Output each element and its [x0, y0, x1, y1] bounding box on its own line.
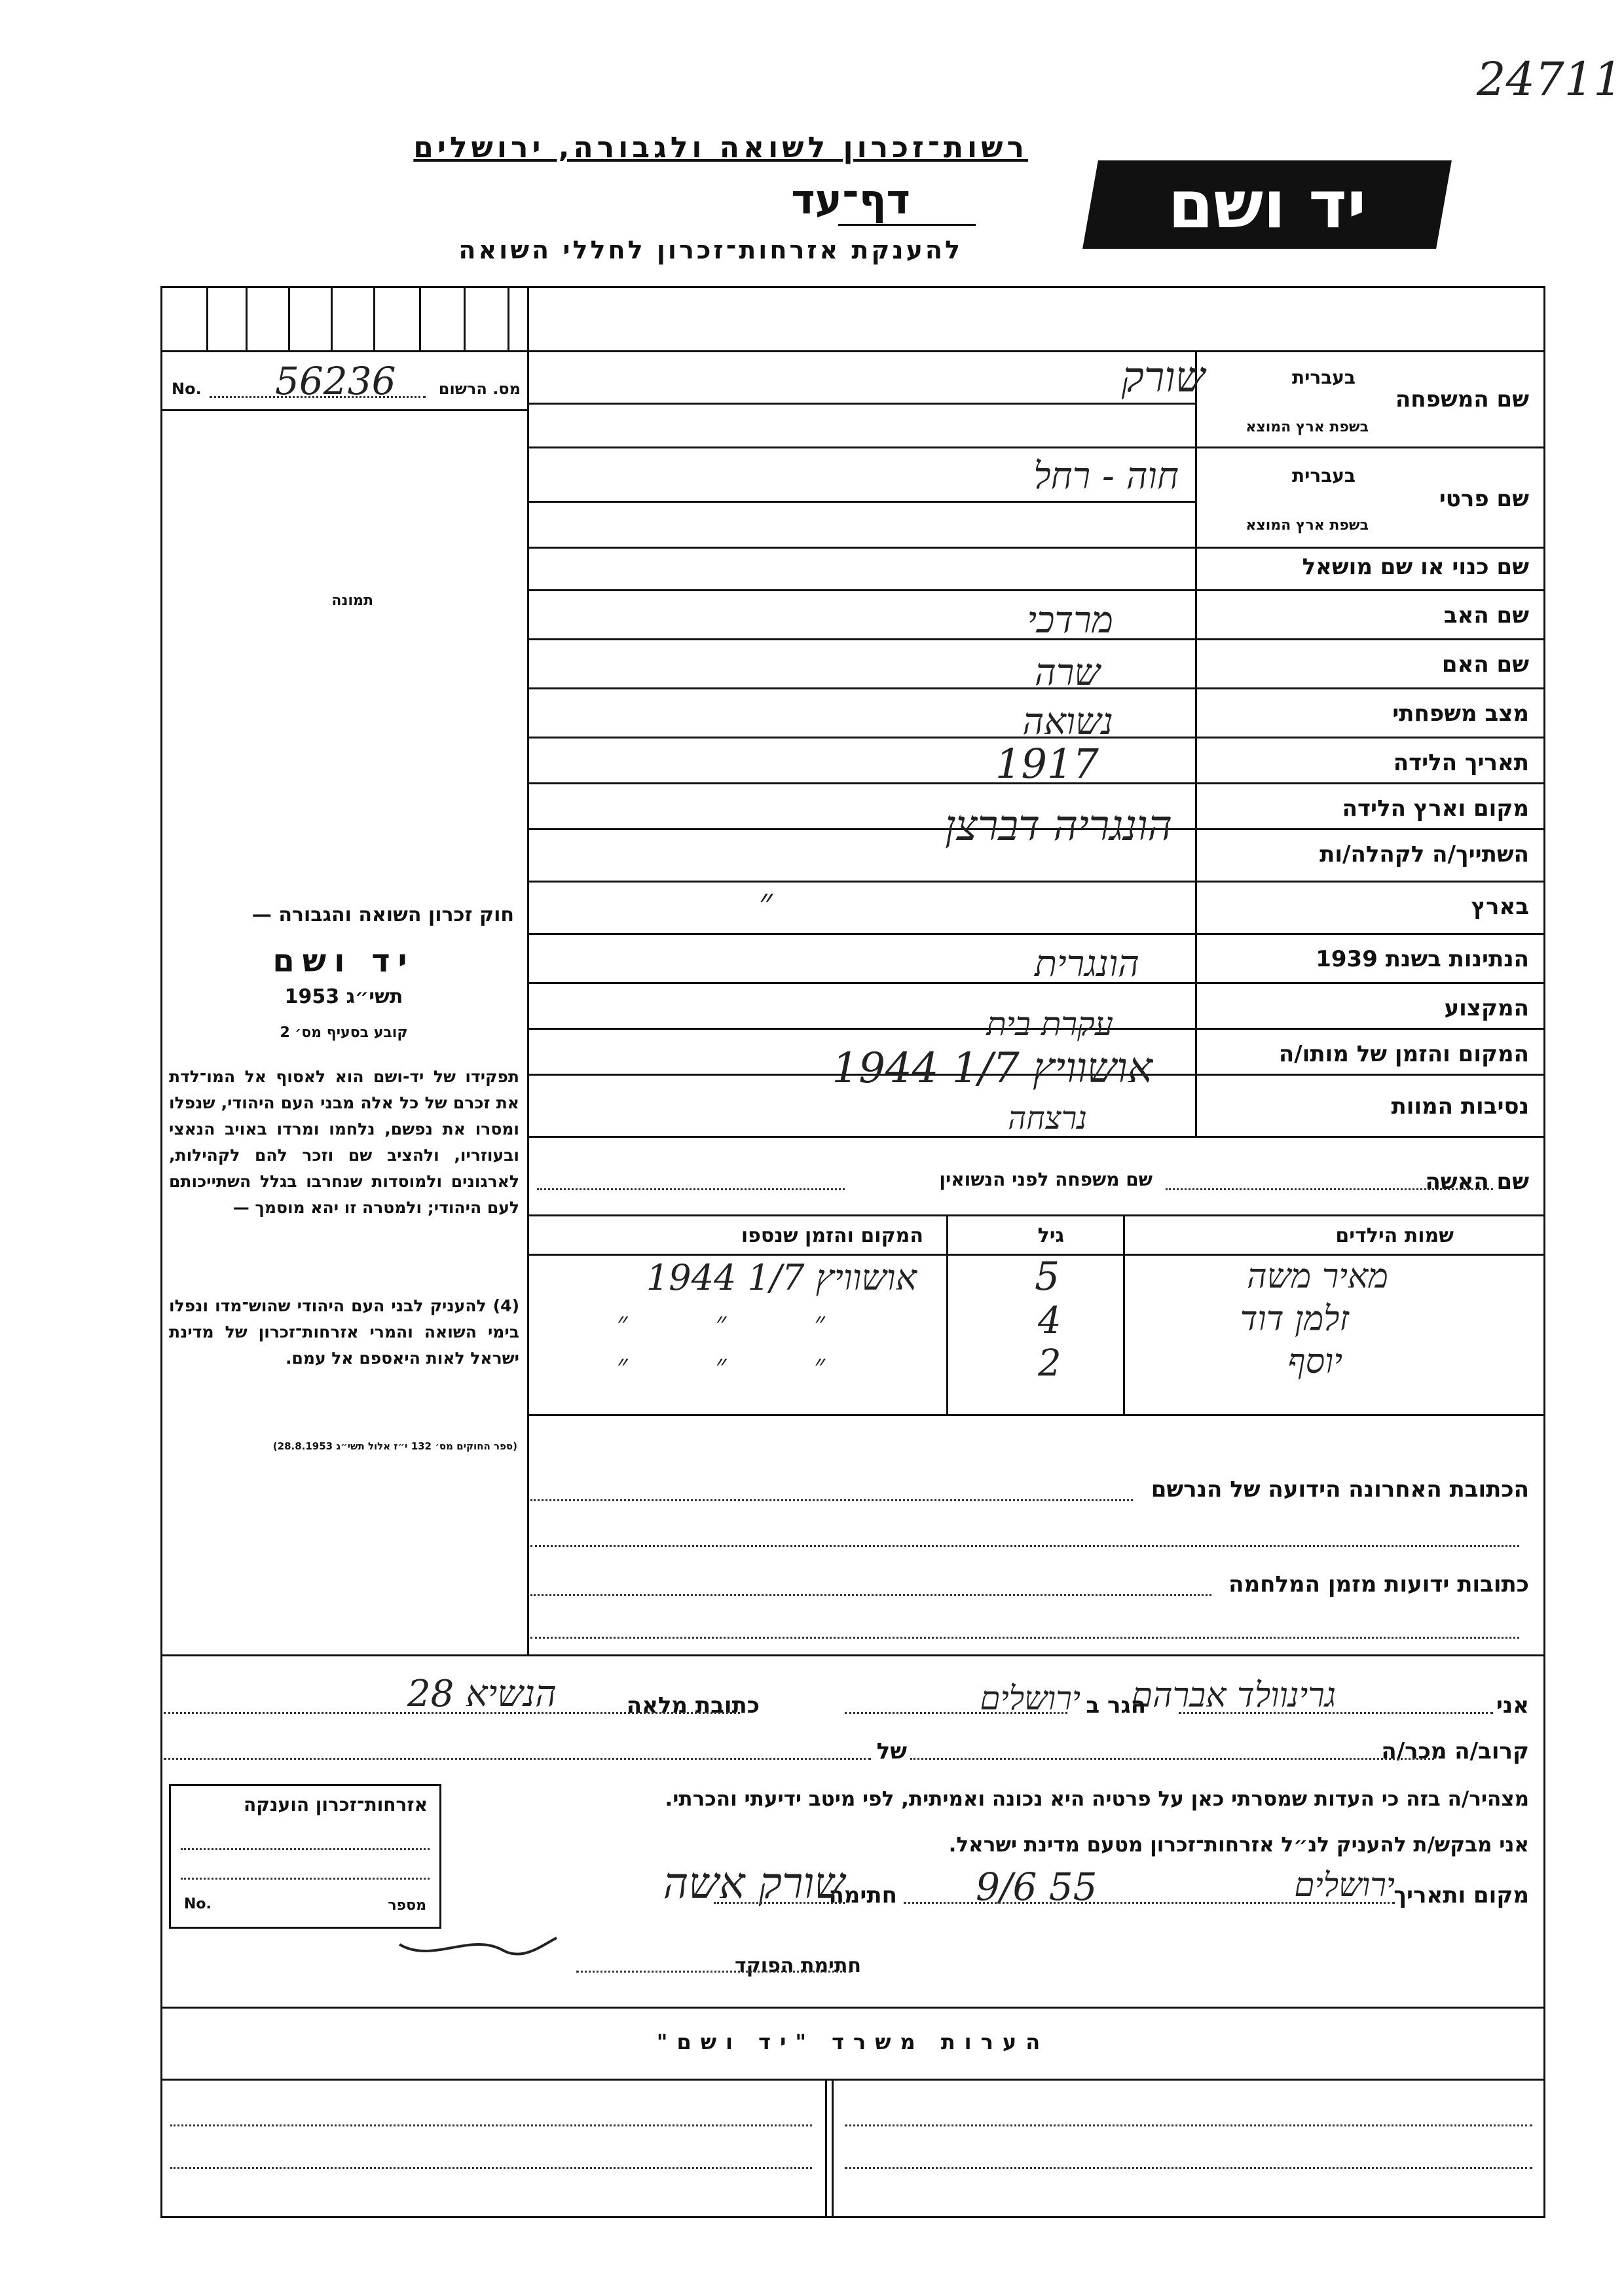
child-place-time: ״ ״ ״ [616, 1306, 864, 1339]
law-title: חוק זכרון השואה והגבורה — [251, 903, 514, 926]
citizenship-box-no-prefix: No. [184, 1896, 212, 1912]
value-family-name: שורק [1121, 354, 1205, 402]
label-mother-name: שם האם [1441, 651, 1529, 678]
value-father-name: מרדכי [1027, 599, 1113, 642]
registration-number: 56236 [275, 359, 396, 403]
label-in-hebrew-first: בעברית [1291, 465, 1356, 486]
child-name: מאיר משה [1247, 1257, 1388, 1296]
law-name: יד ושם [272, 943, 415, 979]
form-title: דף־עד [791, 175, 910, 223]
declaration-place: ירושלים [1294, 1866, 1395, 1904]
label-birth-date: תאריך הלידה [1393, 750, 1529, 776]
law-clause: קובע בסעיף מס׳ 2 [280, 1025, 408, 1041]
law-source: (ספר החוקים מס׳ 132 י״ז אלול תשי״ג 28.8.1953) [272, 1440, 517, 1452]
label-death-circumstances: נסיבות המוות [1391, 1093, 1529, 1120]
officer-signature-label: חתימת הפוקד [735, 1954, 861, 1977]
value-birth-place: הונגריה דברצן [944, 802, 1172, 850]
label-place-time-perished: המקום והזמן שנספו [741, 1224, 923, 1247]
declaration-text: מצהיר/ה בזה כי העדות שמסרתי כאן על פרטיה היא נכונה ואמיתית, לפי מיטב ידיעתי והכרתי. [665, 1787, 1529, 1811]
label-maiden-name: שם משפחה לפני הנשואין [939, 1169, 1153, 1190]
label-family-name: שם המשפחה [1395, 386, 1529, 412]
child-age: 2 [1038, 1342, 1061, 1385]
child-name: זלמן דוד [1240, 1300, 1349, 1339]
label-in-hebrew-family: בעברית [1291, 367, 1356, 388]
label-death-place-time: המקום והזמן של מותו/ה [1278, 1041, 1529, 1067]
form-subtitle: להענקת אזרחות־זכרון לחללי השואה [458, 236, 963, 264]
declaration-i: אני [1496, 1692, 1529, 1719]
value-community-ditto: ״ [758, 881, 773, 923]
photo-label: תמונה [331, 592, 373, 609]
declaration-of: של [876, 1738, 907, 1764]
label-children-names: שמות הילדים [1335, 1224, 1454, 1247]
label-citizenship-1939: הנתינות בשנת 1939 [1316, 946, 1529, 972]
label-community: השתייך/ה לקהלה/ות [1320, 841, 1529, 867]
label-age: גיל [1037, 1224, 1064, 1247]
label-birth-place: מקום וארץ הלידה [1342, 795, 1529, 822]
corner-number: 24711 [1477, 52, 1623, 106]
declarant-name: גרינוולד אברהם [1131, 1676, 1336, 1715]
label-marital-status: מצב משפחתי [1392, 701, 1529, 727]
value-mother-name: שרה [1035, 651, 1100, 694]
label-origin-lang-family: בשפת ארץ המוצא [1246, 419, 1369, 435]
declarant-address: הנשיא 28 [407, 1673, 557, 1715]
label-first-name: שם פרטי [1439, 486, 1529, 512]
value-citizenship: הונגרית [1034, 943, 1139, 985]
label-country: בארץ [1471, 894, 1529, 920]
value-death-place-time: אושוויץ 1/7 1944 [832, 1044, 1153, 1093]
child-place-time: ״ ״ ״ [616, 1349, 864, 1382]
value-death-circumstances: נרצחה [1008, 1100, 1087, 1137]
label-wartime-addresses: כתובות ידועות מזמן המלחמה [1228, 1571, 1529, 1597]
yad-vashem-logo [1082, 160, 1452, 249]
child-age: 4 [1038, 1300, 1061, 1342]
office-notes-title: הערות משרד "יד ושם" [656, 2030, 1050, 2054]
signature-label: חתימה [828, 1882, 897, 1908]
logo-text: יד ושם [1168, 166, 1367, 243]
declarant-city: ירושלים [980, 1679, 1080, 1717]
value-first-name: חוה - רחל [1033, 455, 1179, 498]
label-nickname: שם כנוי או שם מושאל [1302, 554, 1529, 580]
label-origin-lang-first: בשפת ארץ המוצא [1246, 517, 1369, 534]
child-age: 5 [1035, 1254, 1060, 1300]
declaration-date: 9/6 55 [976, 1865, 1098, 1909]
value-birth-date: 1917 [995, 740, 1099, 788]
label-last-address: הכתובת האחרונה הידועה של הנרשם [1151, 1476, 1529, 1503]
citizenship-box-number-label: מספר [388, 1897, 426, 1914]
authority-title: רשות־זכרון לשואה ולגבורה, ירושלים [413, 131, 1028, 164]
law-body: תפקידו של יד-ושם הוא לאסוף אל המו־לדת את זכרם של כל אלה מבני העם היהודי, שנפלו ומסרו את נפשם, נלחמו ומרדו באויב הנאצי ובעוזריו, ולהציב שם וזכר להם לקהילות, לארגונים ולמוסדות שנחרבו בגלל השתייכותם לעם היהודי; ולמטרה זו יהא מוסמך — [169, 1067, 519, 1217]
citizenship-box-title: אזרחות־זכרון הוענקה [244, 1794, 428, 1815]
law-body-clause-4: (4) להעניק לבני העם היהודי שהוש־מדו ונפלו בימי השואה והמרי אזרחות־זכרון של מדינת ישראל לאות היאספם אל עמם. [169, 1296, 519, 1368]
declaration-full-address: כתובת מלאה [626, 1692, 760, 1719]
citizenship-box [169, 1784, 441, 1929]
child-name: יוסף [1287, 1342, 1342, 1381]
label-profession: המקצוע [1444, 995, 1529, 1021]
label-wife-name: שם האשה [1425, 1169, 1529, 1195]
value-profession: עקרת בית [986, 1005, 1113, 1043]
value-marital-status: נשואה [1022, 701, 1113, 743]
child-place-time: אושוויץ 1/7 1944 [646, 1257, 917, 1298]
place-date-label: מקום ותאריך [1393, 1882, 1529, 1908]
registration-no-prefix: No. [172, 380, 202, 398]
request-text: אני מבקש/ת להעניק לנ״ל אזרחות־זכרון מטעם מדינת ישראל. [948, 1833, 1529, 1857]
label-father-name: שם האב [1443, 602, 1529, 629]
law-year: תשי״ג 1953 [284, 985, 403, 1008]
declaration-resident: הגר ב [1086, 1692, 1146, 1719]
declaration-relative: קרוב/ה מכר/ה [1381, 1738, 1529, 1764]
registration-label: מס. הרשום [438, 380, 521, 398]
declarant-signature: שורק אשה [663, 1858, 845, 1908]
